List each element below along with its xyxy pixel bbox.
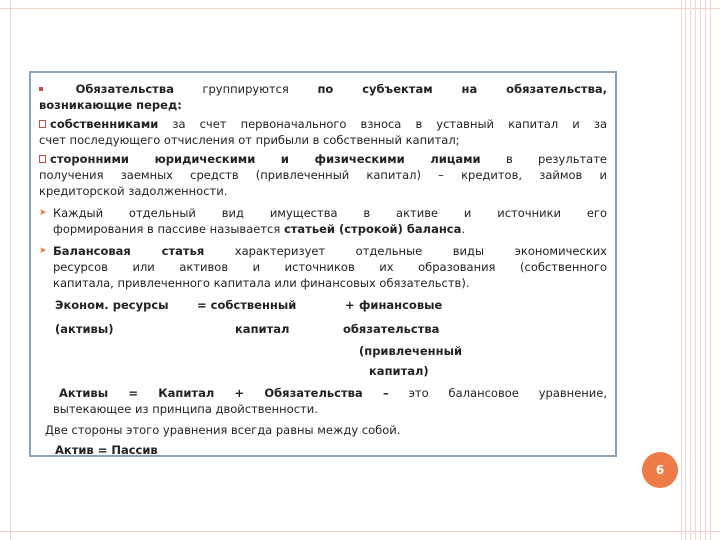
formula-labels-3: капитал) xyxy=(369,364,429,378)
left-rule xyxy=(10,0,11,540)
owners-item: собственниками за счет первоначального взноса в уставный капитал и за xyxy=(39,116,607,132)
formula-line: Эконом. ресурсы = собственный + финансовые xyxy=(55,298,443,312)
arrow-bullet-icon: ➤ xyxy=(39,208,47,218)
top-rule xyxy=(0,8,720,9)
page-number-badge: 6 xyxy=(642,452,678,488)
balance-equation: Активы = Капитал + Обязательства – это балансовое уравнение, xyxy=(59,386,607,400)
square-bullet-icon xyxy=(39,87,43,91)
article-definition: ➤ Каждый отдельный вид имущества в активе и источники его формирования в пассиве называется статьей (строкой) баланса. xyxy=(39,206,607,236)
box-bullet-icon xyxy=(39,120,46,128)
formula-labels: (активы) капитал обязательства xyxy=(55,322,440,336)
balance-article-item: ➤ Балансовая статья характеризует отдельные виды экономических ресурсов или активов и источников их образования (собственного капитала, привлеченного капитала или финансовых обязательств). xyxy=(39,244,607,290)
active-passive-equation: Актив = Пассив xyxy=(55,443,158,457)
balance-equation-line-2: вытекающее из принципа двойственности. xyxy=(53,402,318,416)
equal-sides-note: Две стороны этого уравнения всегда равны между собой. xyxy=(45,423,401,437)
slide-content xyxy=(29,71,617,457)
third-party-line-3: кредиторской задолженности. xyxy=(39,184,228,198)
formula-labels-2: (привлеченный xyxy=(359,344,463,358)
third-party-line-2: получения заемных средств (привлеченный капитал) – кредитов, займов и xyxy=(39,168,607,182)
third-party-item: сторонними юридическими и физическими лицами в результате xyxy=(39,151,607,167)
owners-item-line-2: счет последующего отчисления от прибыли в собственный капитал; xyxy=(39,133,460,147)
bottom-rule xyxy=(0,531,720,532)
box-bullet-icon xyxy=(39,155,46,163)
intro-line-2: возникающие перед: xyxy=(39,98,182,112)
decorative-stripes xyxy=(681,0,711,540)
intro-line: Обязательства группируются по субъектам на обязательства, xyxy=(39,81,607,97)
arrow-bullet-icon: ➤ xyxy=(39,246,47,256)
